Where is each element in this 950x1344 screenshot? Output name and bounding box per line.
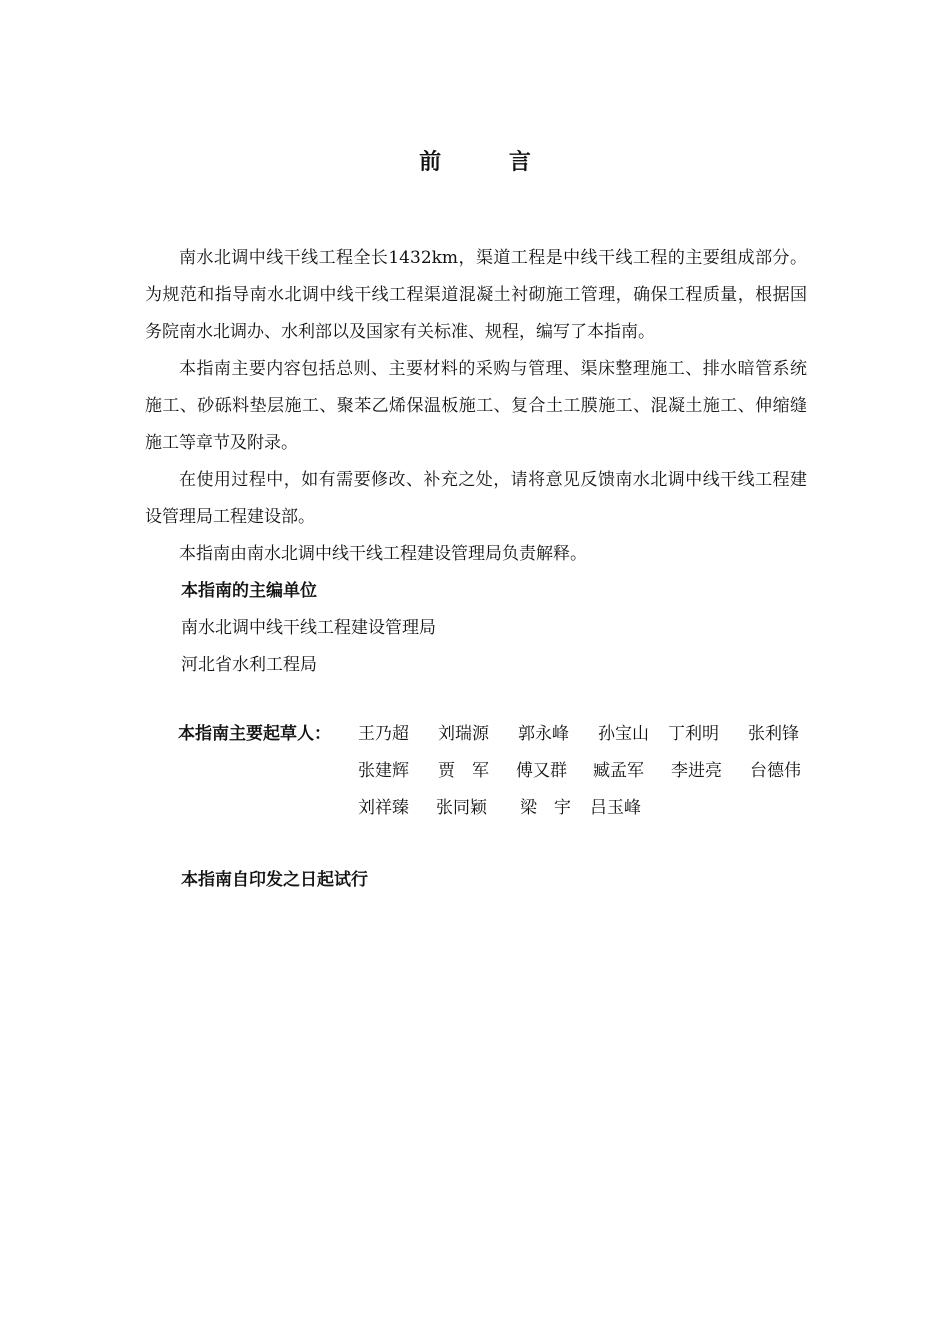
- drafter-name: 吕玉峰: [590, 798, 641, 818]
- chief-editor-unit: 南水北调中线干线工程建设管理局: [181, 618, 436, 638]
- drafter-name: 刘祥臻: [358, 798, 409, 818]
- drafter-name: 贾 军: [438, 761, 489, 781]
- drafters-names: [358, 716, 808, 827]
- chief-editor-heading: 本指南的主编单位: [181, 581, 317, 601]
- document-body: [145, 240, 807, 684]
- drafters-row: [358, 790, 808, 827]
- drafter-name: 郭永峰: [518, 724, 569, 744]
- trial-notice: 本指南自印发之日起试行: [181, 870, 368, 890]
- page-title: 前 言: [419, 149, 561, 175]
- drafter-name: 张利锋: [748, 724, 799, 744]
- drafter-name: 丁利明: [668, 724, 719, 744]
- chief-editor-unit: 河北省水利工程局: [181, 655, 317, 675]
- drafter-name: 孙宝山: [598, 724, 649, 744]
- paragraph-interpretation: 本指南由南水北调中线干线工程建设管理局负责解释。: [179, 544, 587, 564]
- drafters-label: 本指南主要起草人：: [178, 724, 331, 744]
- drafter-name: 台德伟: [750, 761, 801, 781]
- paragraph-contents: 本指南主要内容包括总则、主要材料的采购与管理、渠床整理施工、排水暗管系统施工、砂砾料垫层施工、聚苯乙烯保温板施工、复合土工膜施工、混凝土施工、伸缩缝施工等章节及附录。: [145, 359, 807, 453]
- drafters-row: [358, 753, 808, 790]
- drafter-name: 梁 宇: [520, 798, 571, 818]
- drafter-name: 傅又群: [516, 761, 567, 781]
- drafter-name: 张同颖: [436, 798, 487, 818]
- drafter-name: 臧孟军: [593, 761, 644, 781]
- drafter-name: 刘瑞源: [438, 724, 489, 744]
- drafter-name: 王乃超: [358, 724, 409, 744]
- paragraph-feedback: 在使用过程中，如有需要修改、补充之处，请将意见反馈南水北调中线干线工程建设管理局工程建设部。: [145, 470, 807, 527]
- drafter-name: 李进亮: [671, 761, 722, 781]
- drafter-name: 张建辉: [358, 761, 409, 781]
- paragraph-intro: 南水北调中线干线工程全长1432km，渠道工程是中线干线工程的主要组成部分。为规范和指导南水北调中线干线工程渠道混凝土衬砌施工管理，确保工程质量，根据国务院南水北调办、水利部以及国家有关标准、规程，编写了本指南。: [145, 248, 807, 342]
- drafters-row: [358, 716, 808, 753]
